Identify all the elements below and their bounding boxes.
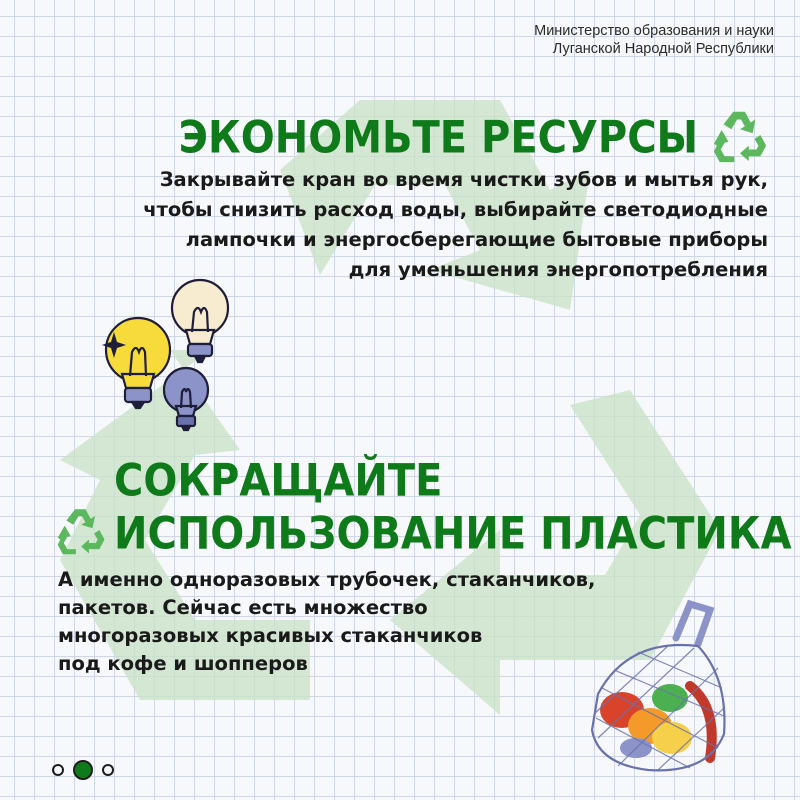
- recycle-icon: [712, 106, 770, 164]
- recycle-icon: [56, 504, 108, 556]
- cream-bulb-icon: [172, 280, 228, 362]
- ministry-line-2: Луганской Народной Республики: [552, 41, 774, 57]
- ministry-line-1: Министерство образования и науки: [534, 23, 774, 39]
- section1-title: ЭКОНОМЬТЕ РЕСУРСЫ: [178, 112, 698, 164]
- page-dot: [103, 765, 113, 775]
- section1-body-line: Закрывайте кран во время чистки зубов и мытья рук,: [159, 168, 768, 191]
- page-dot-active: [74, 761, 92, 779]
- mesh-bag-illustration: [578, 598, 738, 774]
- section1-body-line: чтобы снизить расход воды, выбирайте светодиодные: [143, 198, 768, 221]
- bag-handle: [676, 604, 710, 644]
- ministry-header: [414, 22, 774, 58]
- light-bulbs-illustration: [100, 272, 250, 442]
- section2-body-line: под кофе и шопперов: [58, 652, 308, 675]
- yellow-bulb-icon: [106, 318, 170, 408]
- section2-body-line: многоразовых красивых стаканчиков: [58, 624, 483, 647]
- section2-title-line-2: ИСПОЛЬЗОВАНИЕ ПЛАСТИКА: [114, 508, 792, 560]
- section2-body-line: А именно одноразовых трубочек, стаканчиков,: [58, 568, 596, 591]
- section2-title-line-1: СОКРАЩАЙТЕ: [114, 455, 443, 507]
- section1-body: [48, 165, 768, 285]
- section2-body-line: пакетов. Сейчас есть множество: [58, 596, 428, 619]
- section1-body-line: лампочки и энергосберегающие бытовые приборы: [185, 228, 768, 251]
- section1-body-line: для уменьшения энергопотребления: [348, 258, 768, 281]
- page-dot: [53, 765, 63, 775]
- blue-bulb-icon: [164, 368, 208, 430]
- pagination-dots: [50, 757, 120, 783]
